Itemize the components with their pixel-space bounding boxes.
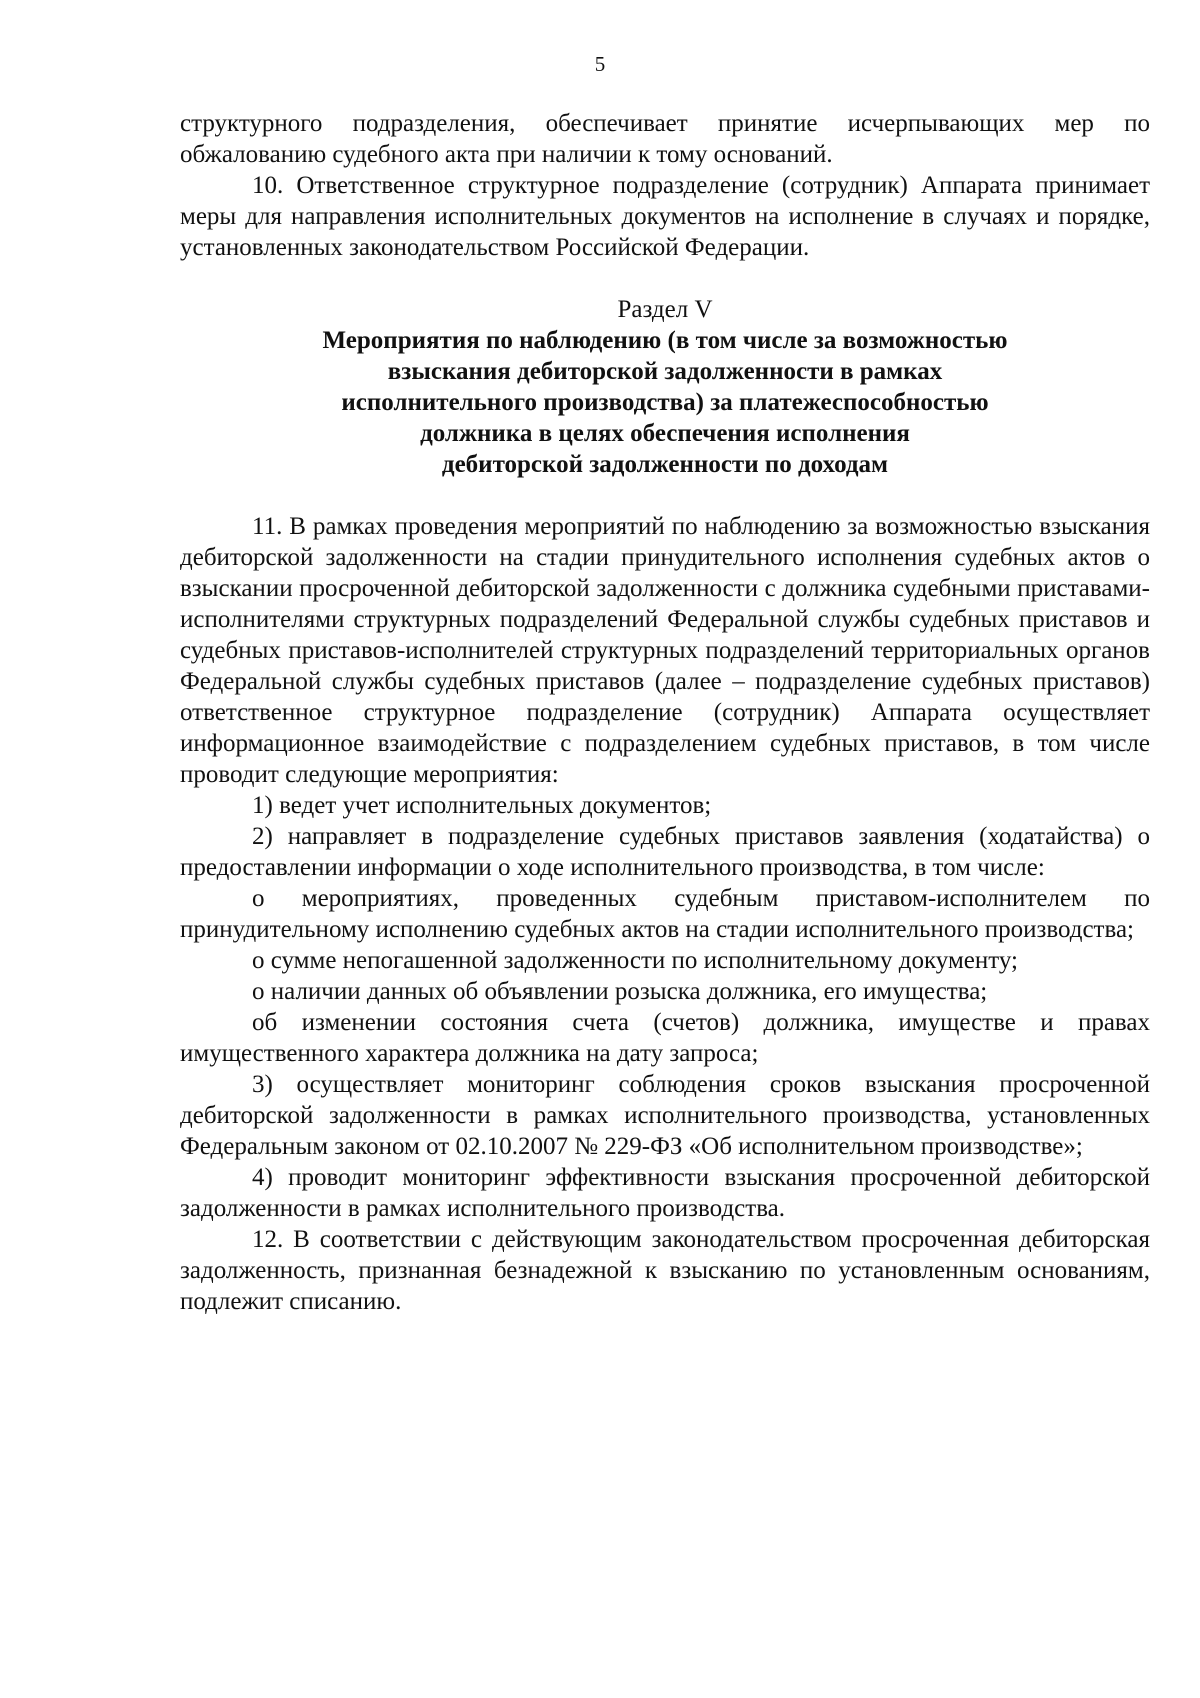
intro-continuation: структурного подразделения, обеспечивает принятие исчерпывающих мер по обжалованию судебного акта при наличии к тому оснований. xyxy=(180,110,1150,168)
section-title-line: дебиторской задолженности по доходам xyxy=(441,451,889,478)
paragraph-11: 11. В рамках проведения мероприятий по наблюдению за возможностью взыскания дебиторской задолженности на стадии принудительного исполнения судебных актов о взыскании просроченной дебиторской задолженности с должника судебными приставами-исполнителями структурных подразделений Федеральной службы судебных приставов и судебных приставов-исполнителей структурных подразделений территориальных органов Федеральной службы судебных приставов (далее – подразделение судебных приставов) ответственное структурное подразделение (сотрудник) Аппарата осуществляет информационное взаимодействие с подразделением судебных приставов, в том числе проводит следующие мероприятия: xyxy=(180,513,1150,788)
list-item-1: 1) ведет учет исполнительных документов; xyxy=(252,792,712,819)
section-title-line: взыскания дебиторской задолженности в рамках xyxy=(387,358,943,385)
section-label: Раздел V xyxy=(617,296,713,323)
section-title xyxy=(180,325,1150,480)
paragraph-10: 10. Ответственное структурное подразделение (сотрудник) Аппарата принимает меры для направления исполнительных документов на исполнение в случаях и порядке, установленных законодательством Российской Федерации. xyxy=(180,172,1150,261)
page-number: 5 xyxy=(594,52,606,76)
document-body xyxy=(180,108,1150,1317)
sub-item-measures: о мероприятиях, проведенных судебным приставом-исполнителем по принудительному исполнению судебных актов на стадии исполнительного производства; xyxy=(180,885,1150,943)
section-title-line: исполнительного производства) за платежеспособностью xyxy=(341,389,989,416)
section-title-line: Мероприятия по наблюдению (в том числе за возможностью xyxy=(322,327,1008,354)
section-title-line: должника в целях обеспечения исполнения xyxy=(420,420,910,447)
sub-item-account-state: об изменении состояния счета (счетов) должника, имуществе и правах имущественного характера должника на дату запроса; xyxy=(180,1009,1150,1067)
sub-item-debt-sum: о сумме непогашенной задолженности по исполнительному документу; xyxy=(252,947,1018,974)
list-item-2: 2) направляет в подразделение судебных приставов заявления (ходатайства) о предоставлении информации о ходе исполнительного производства, в том числе: xyxy=(180,823,1150,881)
paragraph-12: 12. В соответствии с действующим законодательством просроченная дебиторская задолженность, признанная безнадежной к взысканию по установленным основаниям, подлежит списанию. xyxy=(180,1226,1150,1315)
list-item-4: 4) проводит мониторинг эффективности взыскания просроченной дебиторской задолженности в рамках исполнительного производства. xyxy=(180,1164,1150,1222)
sub-item-search: о наличии данных об объявлении розыска должника, его имущества; xyxy=(252,978,988,1005)
list-item-3: 3) осуществляет мониторинг соблюдения сроков взыскания просроченной дебиторской задолженности в рамках исполнительного производства, установленных Федеральным законом от 02.10.2007 № 229-ФЗ «Об исполнительном производстве»; xyxy=(180,1071,1150,1160)
